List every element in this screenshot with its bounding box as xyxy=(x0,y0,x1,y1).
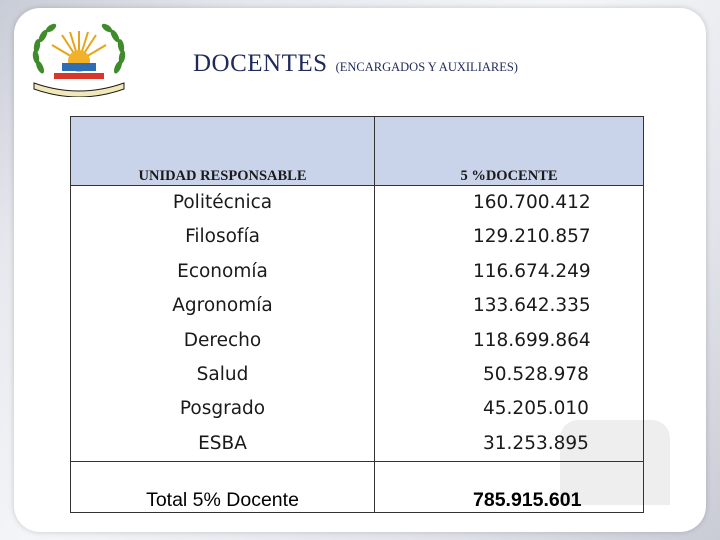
unit-name: Derecho xyxy=(183,329,262,351)
budget-table xyxy=(70,116,644,513)
unit-value: 31.253.895 xyxy=(483,432,589,454)
header-unit: UNIDAD RESPONSABLE xyxy=(71,117,375,186)
page-title xyxy=(193,50,518,78)
table-total-row xyxy=(71,462,644,513)
university-seal-icon xyxy=(24,17,134,97)
table-header-row xyxy=(71,117,644,186)
title-main: DOCENTES xyxy=(193,50,328,77)
value-column xyxy=(375,186,644,462)
unit-value: 118.699.864 xyxy=(473,329,591,351)
unit-column xyxy=(71,186,375,462)
header-value: 5 %DOCENTE xyxy=(375,117,644,186)
unit-name: Filosofía xyxy=(185,226,260,248)
unit-value: 45.205.010 xyxy=(483,398,589,420)
title-subtitle: (ENCARGADOS Y AUXILIARES) xyxy=(335,60,518,74)
unit-name: Posgrado xyxy=(179,398,266,420)
unit-name: Politécnica xyxy=(172,192,273,213)
total-label: Total 5% Docente xyxy=(71,462,375,513)
total-value: 785.915.601 xyxy=(375,462,644,513)
unit-value: 116.674.249 xyxy=(473,260,591,282)
unit-value: 50.528.978 xyxy=(483,363,589,385)
unit-value: 133.642.335 xyxy=(473,295,591,317)
unit-value: 160.700.412 xyxy=(473,192,591,213)
unit-name: Salud xyxy=(196,363,249,385)
unit-name: Economía xyxy=(177,260,268,282)
unit-name: ESBA xyxy=(198,432,247,454)
unit-value: 129.210.857 xyxy=(473,226,591,248)
unit-name: Agronomía xyxy=(172,295,273,317)
table-body-row xyxy=(71,186,644,462)
